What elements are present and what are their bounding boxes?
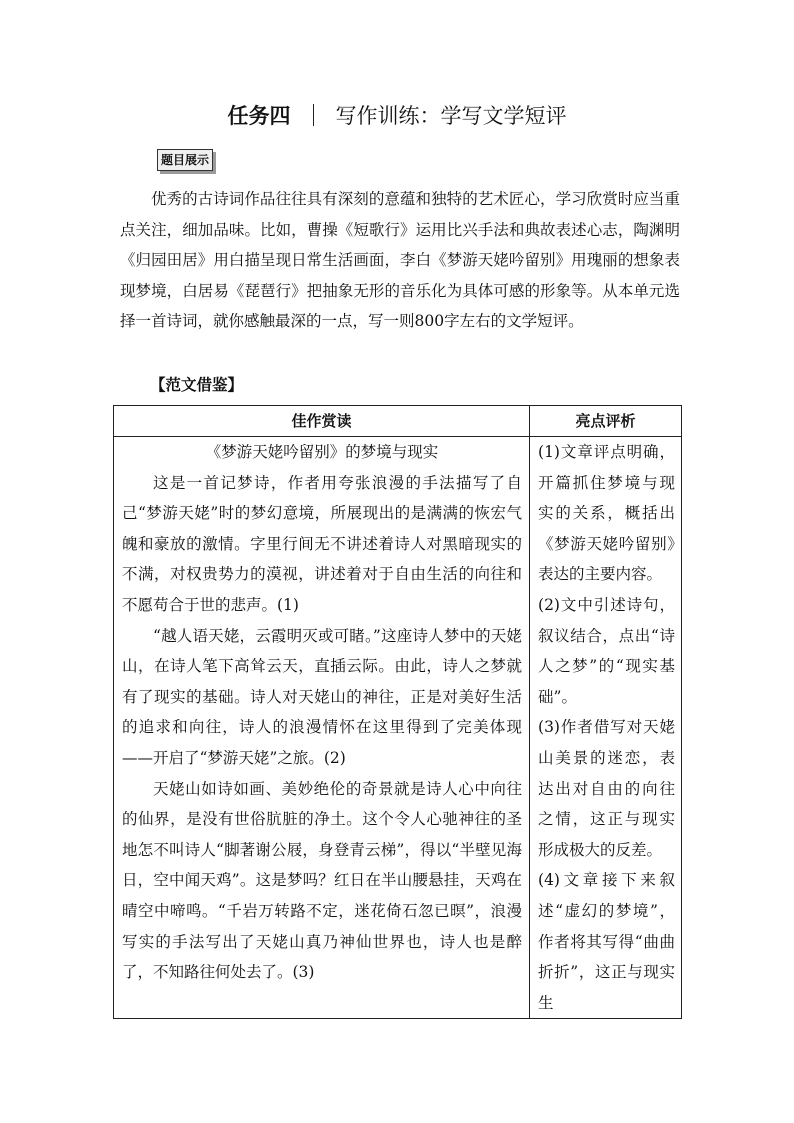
col-header-comment-label: 亮点评析: [575, 412, 636, 430]
comment-cell: [530, 437, 682, 1019]
task-label: 任务四: [227, 104, 291, 128]
col-header-comment: [530, 406, 682, 437]
topic-badge: 题目展示: [157, 149, 213, 171]
essay-paragraph-1: 这是一首记梦诗，作者用夸张浪漫的手法描写了自己“梦游天姥”时的梦幻意境，所展现出的是满满的恢宏气魄和豪放的激情。字里行间无不讲述着诗人对黑暗现实的不满，对权贵势力的漠视，讲述着对于自由生活的向往和不愿苟合于世的悲声。(1): [122, 473, 523, 614]
essay-paragraph-2: “越人语天姥，云霞明灭或可睹。”这座诗人梦中的天姥山，在诗人笔下高耸云天，直插云际。由此，诗人之梦就有了现实的基础。诗人对天姥山的神往，正是对美好生活的追求和向往，诗人的浪漫情怀在这里得到了完美体现——开启了“梦游天姥”之旅。(2): [122, 626, 523, 767]
comment-3: (3)作者借写对天姥山美景的迷恋，表达出对自由的向往之情，这正与现实形成极大的反差。: [538, 718, 675, 859]
intro-paragraph: 优秀的古诗词作品往往具有深刻的意蕴和独特的艺术匠心，学习欣赏时应当重点关注，细加品味。比如，曹操《短歌行》运用比兴手法和典故表述心志，陶渊明《归园田居》用白描呈现日常生活画面，李白《梦游天姥吟留别》用瑰丽的想象表现梦境，白居易《琵琶行》把抽象无形的音乐化为具体可感的形象等。从本单元选择一首诗词，就你感触最深的一点，写一则800字左右的文学短评。: [120, 190, 680, 330]
essay-cell: [114, 437, 530, 1019]
title-divider: [313, 104, 314, 126]
table-body-row: [114, 437, 682, 1019]
col-header-essay: [114, 406, 530, 437]
comment-4: (4)文章接下来叙述“虚幻的梦境”，作者将其写得“曲曲折折”，这正与现实生: [538, 871, 675, 1012]
intro-text: [120, 184, 680, 337]
comment-1: (1)文章评点明确，开篇抓住梦境与现实的关系，概括出《梦游天姥吟留别》表达的主要内容。: [538, 443, 675, 584]
section-label: 【范文借鉴】: [150, 375, 244, 394]
table-header-row: [114, 406, 682, 437]
page-title: [0, 100, 794, 132]
model-essay-table: [113, 405, 682, 1019]
comment-2: (2)文中引述诗句，叙议结合，点出“诗人之梦”的“现实基础”。: [538, 595, 675, 706]
task-subtitle: 写作训练：学写文学短评: [335, 104, 567, 128]
col-header-essay-label: 佳作赏读: [291, 412, 352, 430]
essay-paragraph-3: 天姥山如诗如画、美妙绝伦的奇景就是诗人心中向往的仙界，是没有世俗肮脏的净土。这个令人心驰神往的圣地怎不叫诗人“脚著谢公屐，身登青云梯”，得以“半壁见海日，空中闻天鸡”。这是梦吗？红日在半山腰悬挂，天鸡在晴空中啼鸣。“千岩万转路不定，迷花倚石忽已暝”，浪漫写实的手法写出了天姥山真乃神仙世界也，诗人也是醉了，不知路往何处去了。(3): [122, 779, 523, 982]
essay-title: 《梦游天姥吟留别》的梦境与现实: [205, 443, 439, 461]
